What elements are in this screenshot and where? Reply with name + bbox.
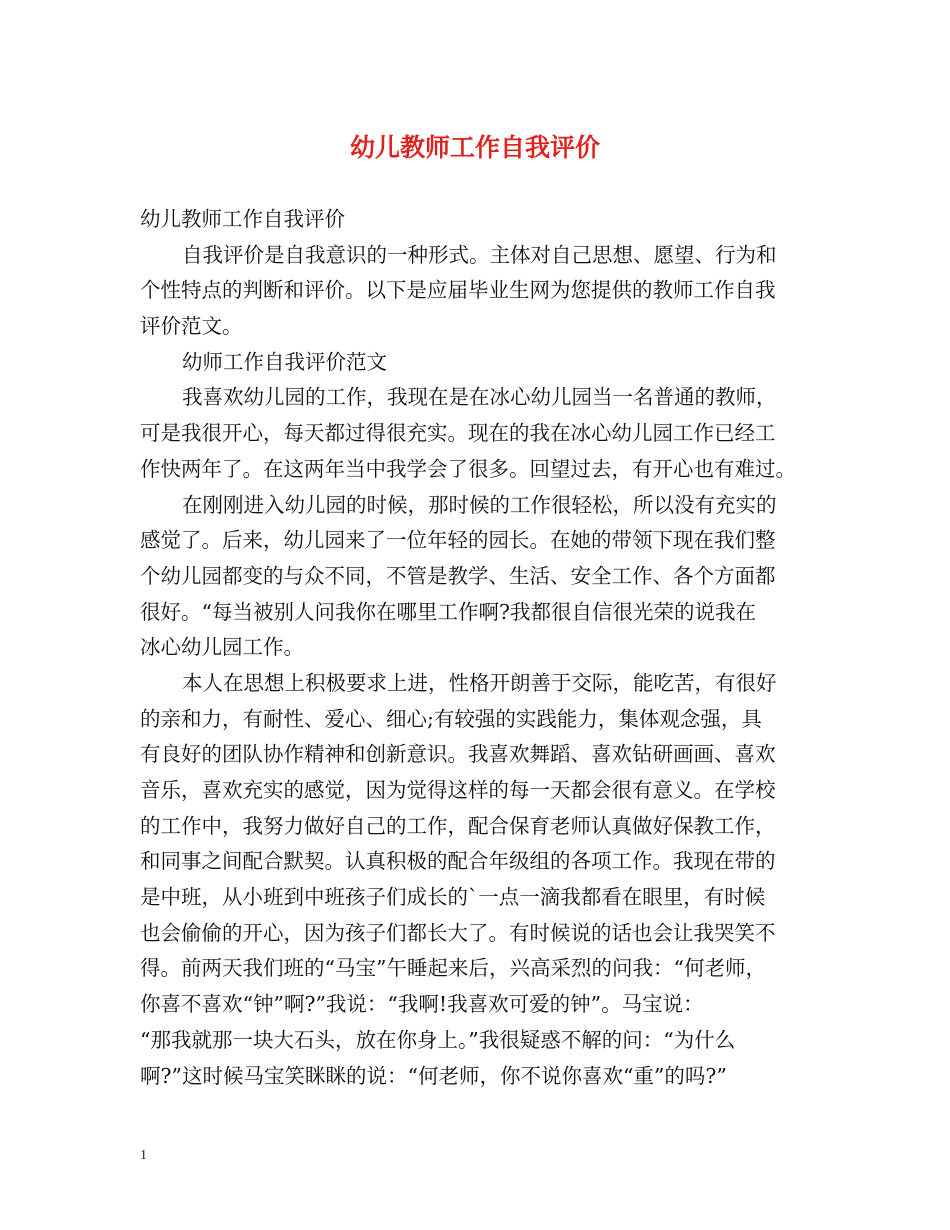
text-line: 很好。“每当被别人问我你在哪里工作啊?我都很自信很光荣的说我在 <box>140 599 756 624</box>
text-line: “那我就那一块大石头，放在你身上。”我很疑惑不解的问：“为什么 <box>140 1027 736 1052</box>
text-line: 自我评价是自我意识的一种形式。主体对自己思想、愿望、行为和 <box>182 242 777 267</box>
document-body <box>140 202 816 1094</box>
text-line: 有良好的团队协作精神和创新意识。我喜欢舞蹈、喜欢钻研画画、喜欢 <box>140 742 776 767</box>
text-line: 感觉了。后来，幼儿园来了一位年轻的园长。在她的带领下现在我们整 <box>140 528 776 553</box>
text-line: 本人在思想上积极要求上进，性格开朗善于交际，能吃苦，有很好 <box>182 670 777 695</box>
page-number: 1 <box>140 1148 147 1163</box>
text-line: 冰心幼儿园工作。 <box>140 635 304 660</box>
text-line: 是中班，从小班到中班孩子们成长的`一点一滴我都看在眼里，有时候 <box>140 885 766 910</box>
text-line: 音乐，喜欢充实的感觉，因为觉得这样的每一天都会很有意义。在学校 <box>140 778 776 802</box>
text-line: 幼儿教师工作自我评价 <box>140 207 345 231</box>
text-line: 的亲和力，有耐性、爱心、细心;有较强的实践能力，集体观念强，具 <box>140 706 762 731</box>
text-line: 幼师工作自我评价范文 <box>182 349 387 374</box>
text-line: 你喜不喜欢“钟”啊?”我说：“我啊!我喜欢可爱的钟”。马宝说： <box>140 992 704 1017</box>
text-line: 我喜欢幼儿园的工作，我现在是在冰心幼儿园当一名普通的教师， <box>182 385 777 410</box>
text-line: 可是我很开心，每天都过得很充实。现在的我在冰心幼儿园工作已经工 <box>140 421 776 446</box>
text-line: 作快两年了。在这两年当中我学会了很多。回望过去，有开心也有难过。 <box>140 456 796 481</box>
text-line: 个幼儿园都变的与众不同，不管是教学、生活、安全工作、各个方面都 <box>140 563 776 588</box>
text-line: 评价范文。 <box>140 314 243 339</box>
text-line: 得。前两天我们班的“马宝”午睡起来后，兴高采烈的问我：“何老师， <box>140 956 766 981</box>
text-line: 也会偷偷的开心，因为孩子们都长大了。有时候说的话也会让我哭笑不 <box>140 920 776 945</box>
text-line: 的工作中，我努力做好自己的工作，配合保育老师认真做好保教工作， <box>140 813 776 838</box>
text-line: 个性特点的判断和评价。以下是应届毕业生网为您提供的教师工作自我 <box>140 278 776 303</box>
text-line: 在刚刚进入幼儿园的时候，那时候的工作很轻松，所以没有充实的 <box>182 492 777 517</box>
document-title: 幼儿教师工作自我评价 <box>349 133 600 162</box>
text-line: 啊?”这时候马宝笑眯眯的说：“何老师，你不说你喜欢“重”的吗?” <box>140 1063 727 1088</box>
text-line: 和同事之间配合默契。认真积极的配合年级组的各项工作。我现在带的 <box>140 849 776 874</box>
